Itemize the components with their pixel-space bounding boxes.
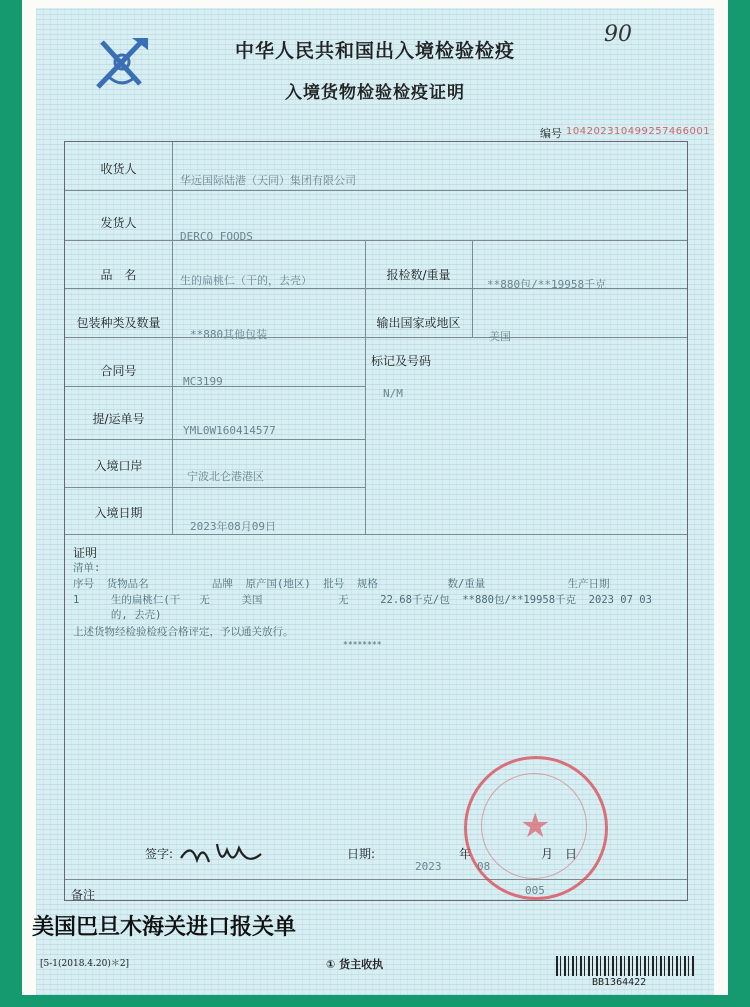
- sign-label: 签字:: [145, 847, 174, 861]
- document-subtitle: 入境货物检验检疫证明: [285, 83, 465, 103]
- stamp-number: 005: [525, 884, 545, 897]
- product-value: 生的扁桃仁（干的，去壳）: [180, 274, 312, 287]
- consignor-label: 发货人: [100, 216, 137, 230]
- package-label: 包装种类及数量: [76, 316, 161, 330]
- entry-date-value: 2023年08月09日: [190, 520, 276, 533]
- certificate-document: [36, 8, 714, 995]
- list-label: 清单:: [73, 562, 101, 574]
- certificate-label: 证明: [73, 546, 98, 560]
- contract-value: MC3199: [183, 375, 223, 388]
- form-code: [5-1(2018.4.20)＊2]: [40, 959, 130, 969]
- end-mark: ********: [343, 640, 382, 649]
- bl-label: 提/运单号: [92, 412, 145, 426]
- port-label: 入境口岸: [94, 459, 143, 473]
- consignee-value: 华远国际陆港（天同）集团有限公司: [180, 174, 356, 187]
- seal-star-icon: ★: [520, 806, 551, 846]
- barcode: [556, 956, 696, 976]
- handwritten-mark: 90: [604, 22, 632, 47]
- signature: [177, 836, 267, 872]
- serial-label: 编号: [540, 127, 562, 140]
- year-label: 年: [459, 847, 472, 861]
- copy-label: ① 货主收执: [326, 958, 384, 971]
- list-row-cont: 的, 去壳): [73, 609, 162, 621]
- marks-value: N/M: [383, 387, 403, 400]
- list-row: 1 生的扁桃仁(干 无 美国 无 22.68千克/包 **880包/**19958千克 2023 07 03: [73, 594, 652, 606]
- entry-date-label: 入境日期: [94, 506, 143, 520]
- month-value: 08: [477, 860, 491, 873]
- quantity-label: 报检数/重量: [386, 268, 451, 282]
- consignee-label: 收货人: [100, 162, 137, 176]
- image-caption: 美国巴旦木海关进口报关单: [32, 915, 297, 940]
- port-value: 宁波北仑港港区: [187, 470, 264, 483]
- date-label: 日期:: [347, 847, 376, 861]
- quantity-value: **880包/**19958千克: [487, 278, 607, 291]
- contract-label: 合同号: [100, 364, 137, 378]
- serial-number: 104202310499257466001: [566, 126, 711, 137]
- origin-label: 输出国家或地区: [376, 316, 461, 330]
- statement: 上述货物经检验检疫合格评定，予以通关放行。: [73, 626, 294, 638]
- document-title: 中华人民共和国出入境检验检疫: [234, 40, 515, 62]
- bl-value: YML0W160414577: [183, 424, 276, 437]
- origin-value: 美国: [489, 330, 511, 343]
- marks-label: 标记及号码: [371, 354, 432, 368]
- year-value: 2023: [415, 860, 442, 873]
- package-value: **880其他包装: [190, 328, 268, 341]
- month-label: 月: [541, 847, 554, 861]
- barcode-number: BB1364422: [592, 977, 647, 988]
- day-label: 日: [565, 847, 578, 861]
- consignor-value: DERCO FOODS: [180, 230, 253, 243]
- product-label: 品 名: [100, 268, 137, 282]
- remark-label: 备注: [71, 888, 96, 902]
- list-columns: 序号 货物品名 品牌 原产国(地区) 批号 规格 数/重量 生产日期: [73, 578, 610, 590]
